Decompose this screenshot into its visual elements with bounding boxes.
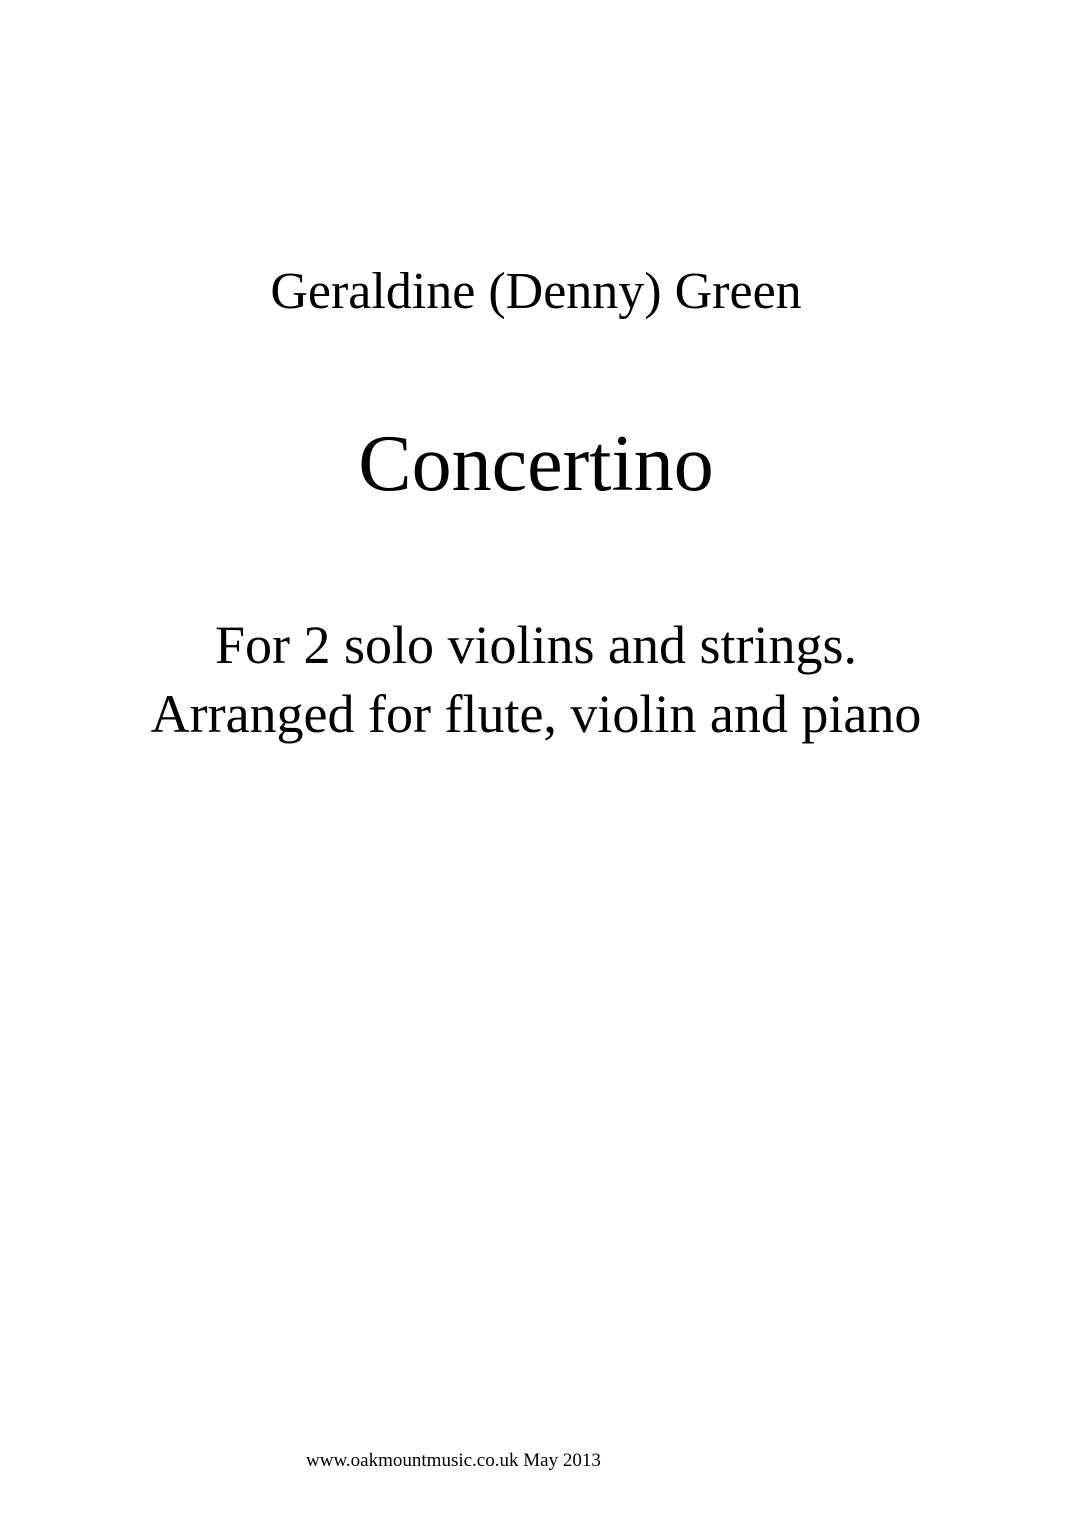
instrumentation-line-1: For 2 solo violins and strings. bbox=[214, 615, 858, 675]
work-title: Concertino bbox=[358, 420, 714, 508]
composer-name: Geraldine (Denny) Green bbox=[270, 263, 802, 320]
instrumentation-line-2: Arranged for flute, violin and piano bbox=[150, 684, 922, 744]
publisher-footer: www.oakmountmusic.co.uk May 2013 bbox=[306, 1450, 601, 1471]
